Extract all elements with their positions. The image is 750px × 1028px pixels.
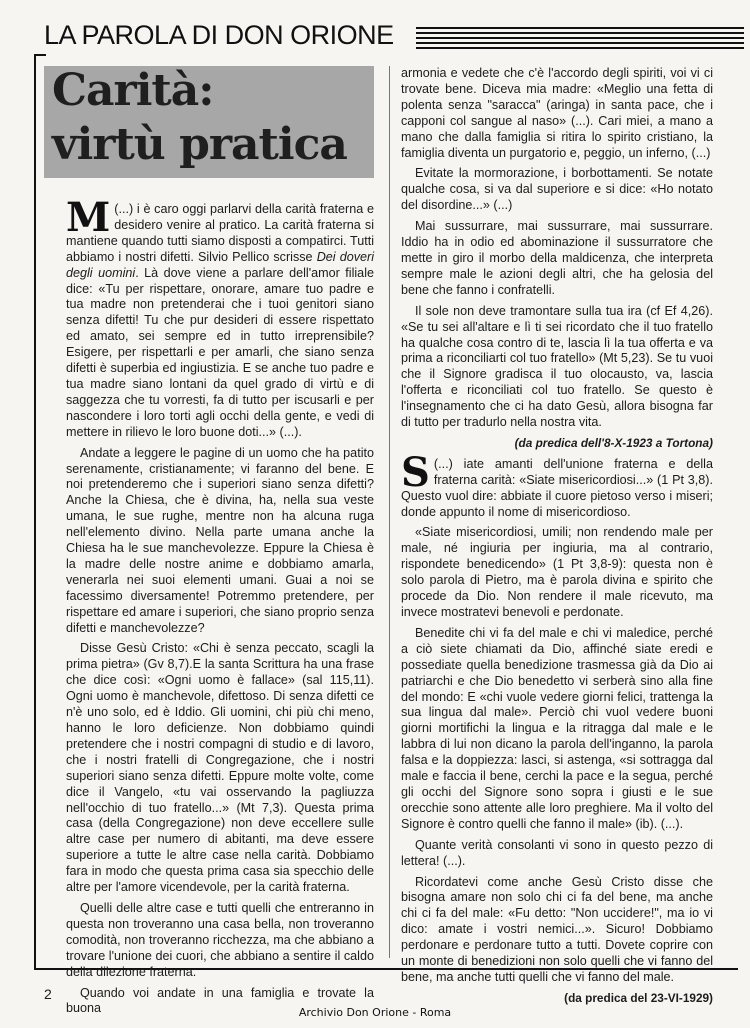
header-rule-lines — [416, 27, 744, 52]
paragraph: Quante verità consolanti vi sono in questo pezzo di lettera! (...). — [401, 837, 713, 868]
paragraph: Quelli delle altre case e tutti quelli che entreranno in questa non troveranno una casa bella, non troveranno comodità, non troveranno ricchezza, ma che abbiano a trovare l'unione dei cuori, che abbiano a sentire il caldo della dilezione fraterna. — [66, 900, 374, 979]
article-title-box — [44, 66, 374, 178]
paragraph: S (...) iate amanti dell'unione fraterna e della fraterna carità: «Siate misericordiosi...» (1 Pt 3,8). Questo vuol dire: abbiate il cuore pietoso verso i miseri; donde appunto il nome di misericordioso. — [401, 448, 713, 519]
paragraph: Disse Gesù Cristo: «Chi è senza peccato, scagli la prima pietra» (Gv 8,7).E la santa Scrittura ha una frase che dice così: «Ogni uomo è fallace» (sal 115,11). Ogni uomo è manchevole, difettoso. Di senza difetti ce n'è uno solo, ed è Iddio. Gli uomini, chi più chi meno, hanno le loro deficienze. Non dobbiamo quindi pretendere che i nostri compagni di studio e di lavoro, che i nostri fratelli di Congregazione, che i nostri superiori siano senza difetti. Eppure molte volte, come dice il Vangelo, «tu vai osservando la pagliuzza nell'occhio di tuo fratello...» (Mt 7,3). Questa prima casa (della Congregazione) non deve eccellere sulle altre case per numero di abitanti, ma deve essere superiore a tutte le altre case nella carità. Dobbiamo fara in modo che questa prima casa sia specchio delle altre per l'amore vicendevole, per la carità fraterna. — [66, 641, 374, 895]
paragraph: Andate a leggere le pagine di un uomo che ha patito serenamente, cristianamente; vi faranno del bene. E noi pretenderemo che i superiori siano senza difetti? Anche la Chiesa, che è divina, ha, nella sua veste umana, le sue rughe, mentre non ha alcuna ruga nell'elemento divino. Nella parte umana anche la Chiesa ha le sue manchevolezze. Eppure la Chiesa è la madre delle nostre anime e dobbiamo amarla, venerarla nei suoi elementi umani. Guai a noi se facessimo diversamente! Potremmo pretendere, per rispettare ed amare i superiori, che siano proprio senza difetti e manchevolezze? — [66, 445, 375, 635]
column-right — [401, 66, 713, 1012]
paragraph: Mai sussurrare, mai sussurrare, mai sussurrare. Iddio ha in odio ed abominazione il sussurratore che mette in giro il morbo della maldicenza, che interpreta sempre male le azioni degli altri, che ha gelosia del bene che fanno i confratelli. — [401, 219, 713, 297]
drop-cap: S — [401, 448, 430, 496]
frame-top-rule — [34, 54, 46, 56]
source-citation: (da predica dell'8-X-1923 a Tortona) — [514, 435, 713, 450]
paragraph: «Siate misericordiosi, umili; non rendendo male per male, né ingiuria per ingiuria, ma al contrario, rispondete benedicendo» (1 Pt 3,8-9): questa non è solo parola di Pietro, ma è parola divina e spirito che procede da Dio. Non rendere il male ricevuto, ma invece mostratevi benevoli e perdonate. — [401, 525, 713, 619]
page-header — [44, 18, 744, 58]
source-citation: (da predica del 23-VI-1929) — [564, 990, 713, 1005]
page-number: 2 — [44, 986, 52, 1002]
paragraph: M (...) i è caro oggi parlarvi della carità fraterna e desidero venire al pratico. La carità fraterna si mantiene quando tutti siamo disposti a compatirci. Tutti abbiamo i nostri difetti. Silvio Pellico scrisse Dei doveri degli uomini. Là dove viene a parlare dell'amor filiale dice: «Tu per rispettare, onorare, amare tuo padre e tua madre non pretenderai che i tuoi genitori siano senza difetti! Tu che pur desideri di essere rispettato ed amato, sei sempre ed in tutto irreprensibile? Esigere, per rispettarli e per amarli, che siano senza difetti è superbia ed ingiustizia. E se anche tuo padre e tua madre siano lontani da quel grado di virtù e di saggezza che tu vorresti, fa di tutto per iscusarli e per nascondere i loro torti agli occhi della gente, e vedi di mettere in rilievo le loro buone doti...» (...). — [66, 194, 374, 439]
article-title-line1: Carità: — [52, 65, 214, 116]
drop-cap: M — [66, 194, 111, 241]
paragraph: Benedite chi vi fa del male e chi vi maledice, perché a ciò siete chiamati da Dio, affinché siate eredi e possediate quella benedizione trasmessa già da Dio ai patriarchi e che Dio benedetto vi serberà sino alla fine del mondo: E «chi vuole vedere giorni felici, trattenga la sua lingua dal male». Perciò chi vuol vedere buoni giorni mortifichi la lingua e la ritragga dal male e le labbra di lui non dicano la parola dell'inganno, la parola falsa e la doppiezza: lasci, si astenga, «si sottragga dal male e faccia il bene, cerchi la pace e la segua, perché gli occhi del Signore sono sopra i giusti e le sue orecchie sono attente alle loro preghiere. Ma il volto del Signore è contro quelli che fanno il male» (ib). (...). — [401, 625, 713, 831]
book-title: Dei doveri degli uomini — [66, 249, 374, 280]
article-title-line2: virtù pratica — [52, 119, 347, 170]
header-title: LA PAROLA DI DON ORIONE — [44, 20, 394, 50]
paragraph: Il sole non deve tramontare sulla tua ira (cf Ef 4,26). «Se tu sei all'altare e lì ti sei ricordato che il tuo fratello ha qualche cosa contro di te, lascia lì la tua offerta e va prima a riconciliarti col tuo fratello» (Mt 5,23). Se tu vuoi che il Signore gradisca il tuo olocausto, va, lascia l'offerta e riconciliati col tuo fratello. Se questo è l'insegnamento che ci ha dato Gesù, allora bisogna far di tutto per tradurlo nella nostra vita. — [401, 303, 713, 430]
paragraph: Ricordatevi come anche Gesù Cristo disse che bisogna amare non solo chi ci fa del bene, ma anche chi ci fa del male: «Fu detto: "Non uccidere!", ma io vi dico: amate i vostri nemici...». Sicuro! Dobbiamo perdonare e perdonare tutto a tutti. Dovete coprire con un monte di benedizioni non solo quelli che vi fanno del bene, ma anche tutti quelli che vi fanno del male. — [401, 874, 713, 984]
paragraph: armonia e vedete che c'è l'accordo degli spiriti, voi vi ci trovate bene. Diceva mia madre: «Meglio una fetta di polenta senza "saracca" (aringa) in santa pace, che i capponi col sangue al naso» (...). Cari miei, a mano a mano che dalla famiglia si ritira lo spirito cristiano, la famiglia diventa un purgatorio e, peggio, un inferno, (...) — [401, 66, 713, 160]
paragraph: Evitate la mormorazione, i borbottamenti. Se notate qualche cosa, si va dal superiore e si dice: «Ho notato del disordine...» (...) — [401, 166, 713, 213]
column-divider — [389, 66, 390, 958]
paragraph: Quando voi andate in una famiglia e trovate la buona — [66, 985, 374, 1016]
archive-footer: Archivio Don Orione - Roma — [298, 1006, 452, 1019]
frame-left-rule — [34, 54, 36, 970]
article-title — [52, 64, 347, 172]
